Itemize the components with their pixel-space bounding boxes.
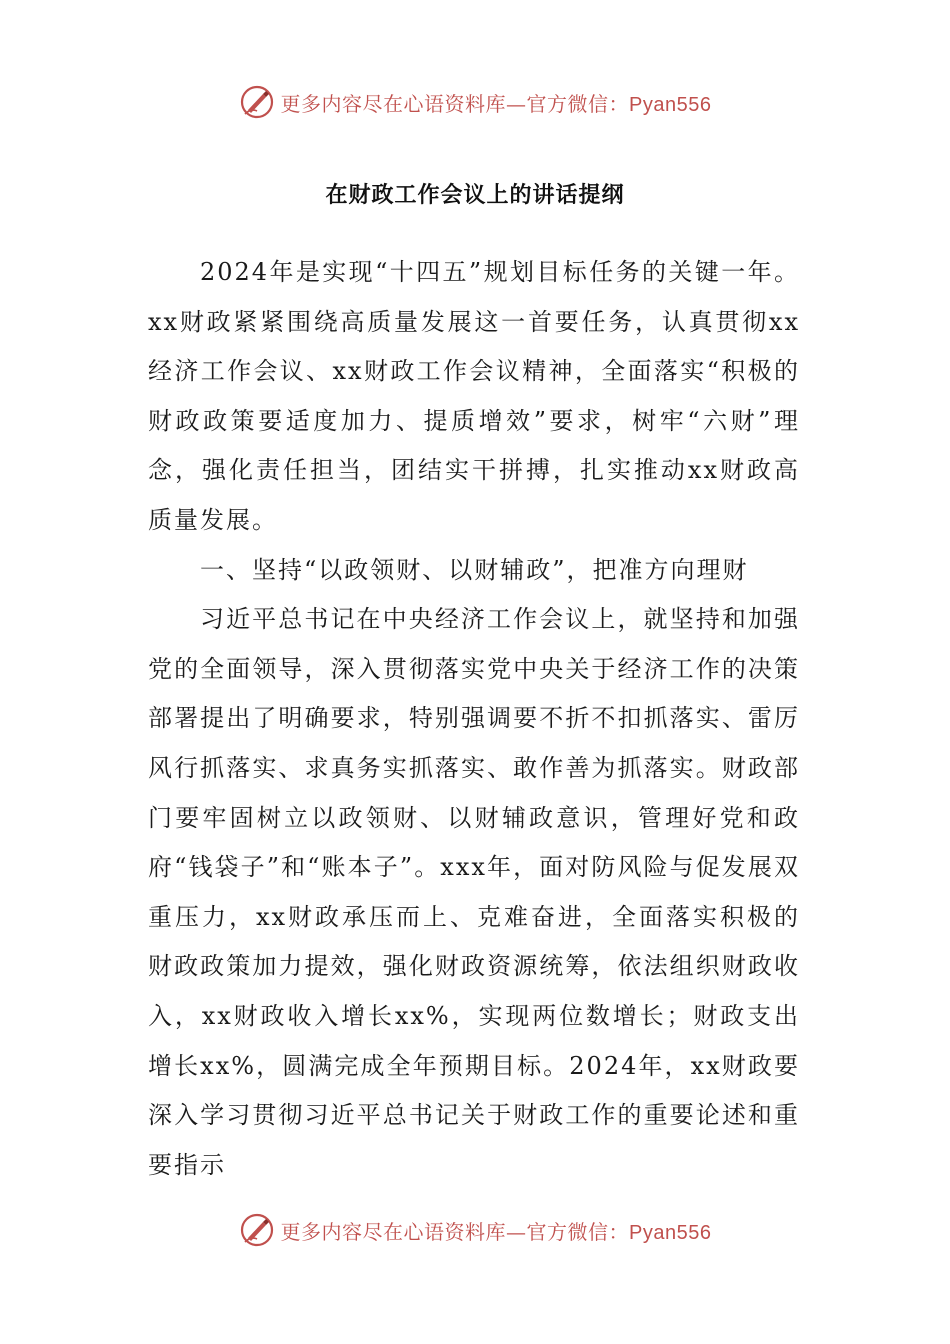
- watermark-wechat-id: Pyan556: [629, 93, 712, 116]
- document-body: [148, 248, 800, 1190]
- pen-logo-icon: [239, 84, 275, 120]
- paragraph-section-1: 习近平总书记在中央经济工作会议上，就坚持和加强党的全面领导，深入贯彻落实党中央关于经济工作的决策部署提出了明确要求，特别强调要不折不扣抓落实、雷厉风行抓落实、求真务实抓落实、敢作善为抓落实。财政部门要牢固树立以政领财、以财辅政意识，管理好党和政府“钱袋子”和“账本子”。xxx年，面对防风险与促发展双重压力，xx财政承压而上、克难奋进，全面落实积极的财政政策加力提效，强化财政资源统筹，依法组织财政收入，xx财政收入增长xx%，实现两位数增长；财政支出增长xx%，圆满完成全年预期目标。2024年，xx财政要深入学习贯彻习近平总书记关于财政工作的重要论述和重要指示: [148, 605, 800, 1179]
- section-heading-1: 一、坚持“以政领财、以财辅政”，把准方向理财: [200, 555, 749, 584]
- watermark-wechat-id: Pyan556: [629, 1221, 712, 1244]
- watermark-footer: [0, 1208, 950, 1252]
- watermark-text: 更多内容尽在心语资料库—官方微信：Pyan556: [280, 1219, 712, 1244]
- pen-logo-icon: [239, 1212, 275, 1248]
- watermark-header: [0, 80, 950, 124]
- watermark-text: 更多内容尽在心语资料库—官方微信：Pyan556: [280, 91, 712, 116]
- document-title: 在财政工作会议上的讲话提纲: [325, 182, 625, 208]
- paragraph-intro: 2024年是实现“十四五”规划目标任务的关键一年。xx财政紧紧围绕高质量发展这一首要任务，认真贯彻xx经济工作会议、xx财政工作会议精神，全面落实“积极的财政政策要适度加力、提质增效”要求，树牢“六财”理念，强化责任担当，团结实干拼搏，扎实推动xx财政高质量发展。: [148, 258, 800, 534]
